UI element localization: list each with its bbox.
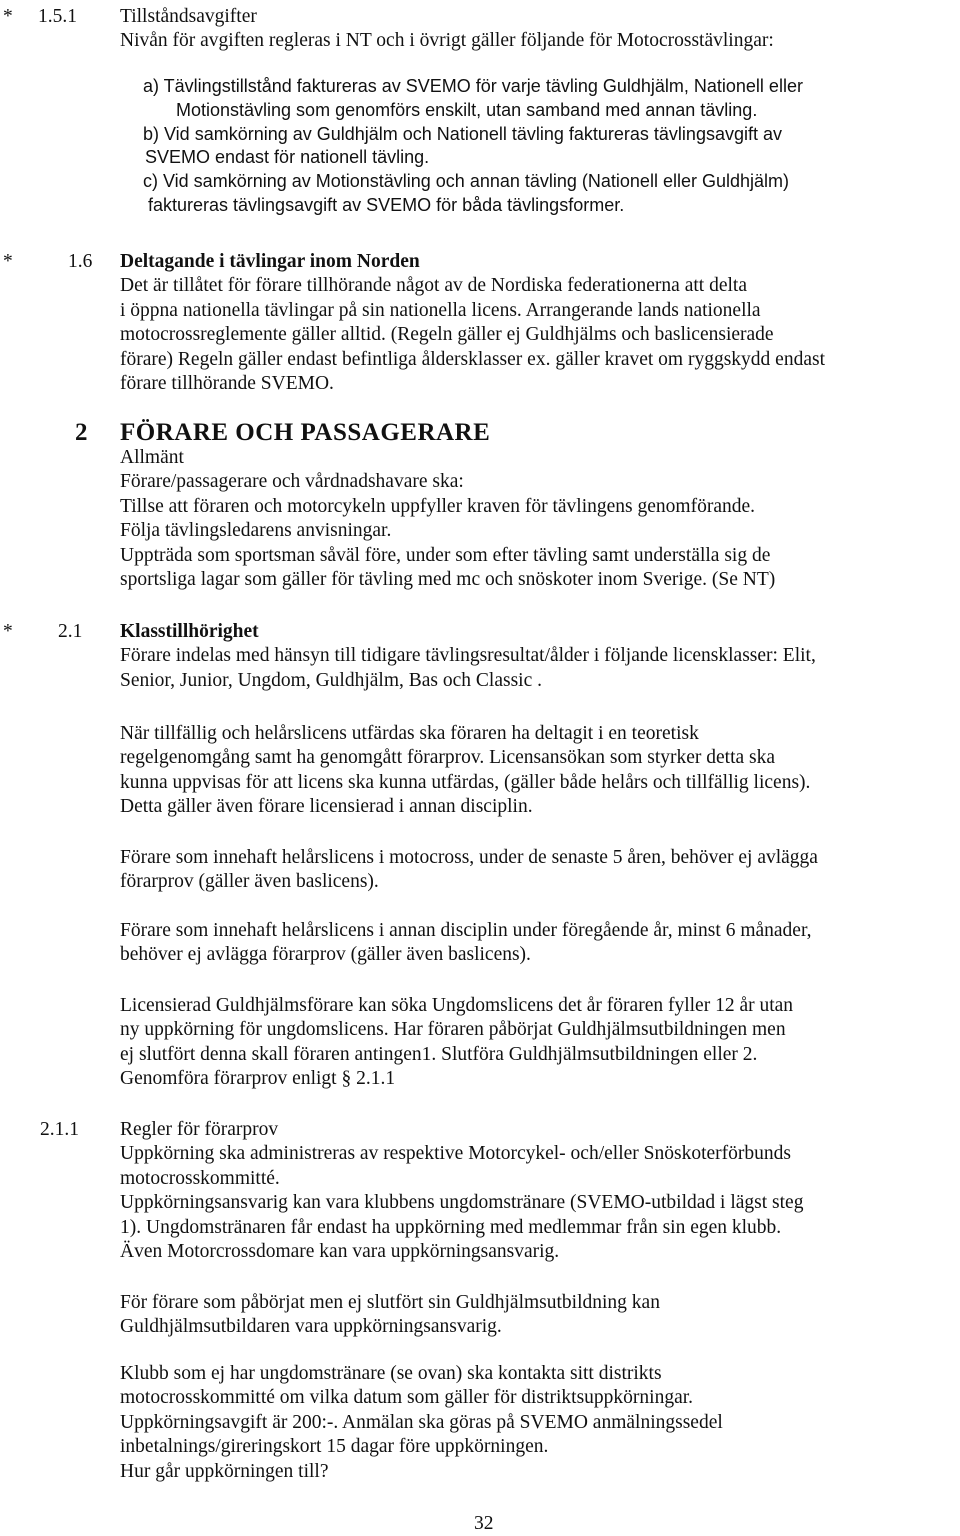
paragraph-line: Även Motorcrossdomare kan vara uppkörningsansvarig. xyxy=(120,1241,560,1263)
paragraph xyxy=(120,846,955,895)
paragraph-line: regelgenomgång samt ha genomgått förarprov. Licensansökan som styrker detta ska xyxy=(120,747,776,769)
page-number: 32 xyxy=(474,1513,494,1534)
chapter-title: FÖRARE OCH PASSAGERARE xyxy=(120,419,491,446)
paragraph-line: motocrosskommitté om vilka datum som gäller för distriktsuppkörningar. xyxy=(120,1387,694,1409)
section-2 xyxy=(120,446,955,592)
paragraph-line: sportsliga lagar som gäller för tävling med mc och snöskoter inom Sverige. (Se NT) xyxy=(120,569,776,591)
reference-text: Genomföra förarprov enligt xyxy=(120,1068,342,1090)
paragraph xyxy=(120,919,955,968)
paragraph-line: När tillfällig och helårslicens utfärdas ska föraren ha deltagit i en teoretisk xyxy=(120,723,699,744)
change-marker: * xyxy=(3,6,13,27)
paragraph-line: Nivån för avgiften regleras i NT och i övrigt gäller följande för Motocrosstävlingar: xyxy=(120,30,774,52)
change-marker: * xyxy=(3,251,13,272)
paragraph-line: Uppkörning ska administreras av respektive Motorcykel- och/eller Snöskoterförbunds xyxy=(120,1143,791,1165)
section-sign: § xyxy=(341,1068,352,1090)
list-item-c-cont: faktureras tävlingsavgift av SVEMO för båda tävlingsformer. xyxy=(148,194,625,215)
paragraph-line: kunna uppvisas för att licens ska kunna utfärdas, (gäller både helårs och tillfällig licens). xyxy=(120,771,811,793)
chapter-number: 2 xyxy=(75,419,88,446)
section-number: 2.1 xyxy=(58,621,83,642)
paragraph-line: motocrosskommitté. xyxy=(120,1167,280,1189)
section-number: 2.1.1 xyxy=(40,1119,79,1140)
list-item-a: a) Tävlingstillstånd faktureras av SVEMO för varje tävling Guldhjälm, Nationell eller xyxy=(143,76,803,96)
section-1-6 xyxy=(120,250,955,396)
section-title: Tillståndsavgifter xyxy=(120,6,257,27)
section-2-1-1 xyxy=(120,1118,955,1264)
paragraph-line: Detta gäller även förare licensierad i annan disciplin. xyxy=(120,796,533,818)
paragraph-line: Förare/passagerare och vårdnadshavare ska: xyxy=(120,471,464,493)
section-title: Regler för förarprov xyxy=(120,1119,279,1140)
reference-number: 2.1.1 xyxy=(351,1068,396,1090)
list-item-b: b) Vid samkörning av Guldhjälm och Nationell tävling faktureras tävlingsavgift av xyxy=(143,123,782,144)
paragraph-line: Uppkörningsansvarig kan vara klubbens ungdomstränare (SVEMO-utbildad i lägst steg xyxy=(120,1192,804,1214)
paragraph-line: Senior, Junior, Ungdom, Guldhjälm, Bas och Classic . xyxy=(120,669,542,691)
paragraph-line: Hur går uppkörningen till? xyxy=(120,1460,329,1482)
section-2-1 xyxy=(120,620,955,693)
list-item-c: c) Vid samkörning av Motionstävling och annan tävling (Nationell eller Guldhjälm) xyxy=(143,171,789,192)
paragraph xyxy=(120,722,955,820)
section-number: 1.6 xyxy=(68,251,93,272)
paragraph-line xyxy=(120,1067,955,1091)
section-number: 1.5.1 xyxy=(38,6,77,27)
paragraph-line: För förare som påbörjat men ej slutfört sin Guldhjälmsutbildning kan xyxy=(120,1292,660,1313)
paragraph-line: motocrossreglemente gäller alltid. (Regeln gäller ej Guldhjälms och baslicensierade xyxy=(120,324,774,346)
paragraph-line: Förare indelas med hänsyn till tidigare tävlingsresultat/ålder i följande licensklasser: Elit, xyxy=(120,645,816,667)
paragraph-line: Förare som innehaft helårslicens i annan disciplin under föregående år, minst 6 månader, xyxy=(120,920,812,941)
paragraph-line: ny uppkörning för ungdomslicens. Har föraren påbörjat Guldhjälmsutbildningen men xyxy=(120,1019,786,1041)
paragraph-line: förare) Regeln gäller endast befintliga åldersklasser ex. gäller kravet om ryggskydd endast xyxy=(120,348,825,370)
paragraph-line: 1). Ungdomstränaren får endast ha uppkörning med medlemmar från sin egen klubb. xyxy=(120,1216,782,1238)
paragraph-line: behöver ej avlägga förarprov (gäller även baslicens). xyxy=(120,944,531,966)
paragraph xyxy=(120,1291,955,1340)
paragraph-line: Allmänt xyxy=(120,447,184,468)
paragraph xyxy=(120,1362,955,1484)
list-item-b-cont: SVEMO endast för nationell tävling. xyxy=(145,147,430,168)
paragraph-line: Uppträda som sportsman såväl före, under som efter tävling samt underställa sig de xyxy=(120,544,771,566)
fee-list xyxy=(143,75,803,218)
list-item-a-cont: Motionstävling som genomförs enskilt, utan samband med annan tävling. xyxy=(176,99,758,120)
paragraph xyxy=(120,994,955,1092)
paragraph-line: i öppna nationella tävlingar på sin nationella licens. Arrangerande lands nationella xyxy=(120,299,761,321)
paragraph-line: Det är tillåtet för förare tillhörande något av de Nordiska federationerna att delta xyxy=(120,275,747,297)
paragraph-line: Följa tävlingsledarens anvisningar. xyxy=(120,520,392,542)
change-marker: * xyxy=(3,621,13,642)
section-title: Klasstillhörighet xyxy=(120,621,259,642)
paragraph-line: Förare som innehaft helårslicens i motocross, under de senaste 5 åren, behöver ej avlägga xyxy=(120,847,818,868)
paragraph-line: ej slutfört denna skall föraren antingen1. Slutföra Guldhjälmsutbildningen eller 2. xyxy=(120,1043,758,1065)
paragraph-line: Uppkörningsavgift är 200:-. Anmälan ska göras på SVEMO anmälningssedel xyxy=(120,1411,723,1433)
paragraph-line: Guldhjälmsutbildaren vara uppkörningsansvarig. xyxy=(120,1316,502,1338)
paragraph-line: Klubb som ej har ungdomstränare (se ovan) ska kontakta sitt distrikts xyxy=(120,1363,662,1384)
paragraph-line: förare tillhörande SVEMO. xyxy=(120,373,334,395)
paragraph-line: förarprov (gäller även baslicens). xyxy=(120,871,379,893)
paragraph-line: Licensierad Guldhjälmsförare kan söka Ungdomslicens det år föraren fyller 12 år utan xyxy=(120,995,794,1016)
section-title: Deltagande i tävlingar inom Norden xyxy=(120,251,420,272)
paragraph-line: inbetalnings/gireringskort 15 dagar före uppkörningen. xyxy=(120,1436,549,1458)
section-1-5-1 xyxy=(120,5,955,54)
paragraph-line: Tillse att föraren och motorcykeln uppfyller kraven för tävlingens genomförande. xyxy=(120,495,756,517)
